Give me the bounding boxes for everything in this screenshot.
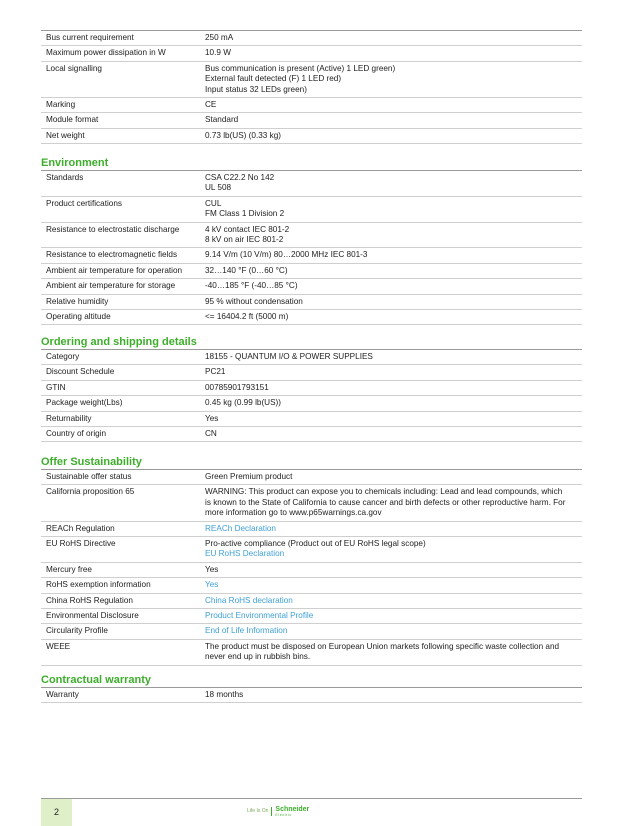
spec-row: [41, 688, 582, 703]
spec-label: WEEE: [41, 639, 201, 665]
spec-value-line: 0.73 lb(US) (0.33 kg): [205, 130, 281, 140]
spec-label: Local signalling: [41, 61, 201, 97]
spec-value-line: CN: [205, 429, 217, 439]
warranty-section: [41, 674, 582, 703]
warranty-spec-table: [41, 687, 582, 703]
spec-value-line: CSA C22.2 No 142: [205, 173, 275, 182]
spec-value: [201, 537, 582, 563]
spec-row: [41, 427, 582, 442]
spec-value-line: 8 kV on air IEC 801-2: [205, 235, 284, 245]
spec-row: [41, 113, 582, 128]
spec-row: [41, 578, 582, 593]
spec-value-line: Bus communication is present (Active) 1 LED green): [205, 63, 396, 73]
spec-value-line: Yes: [205, 413, 219, 423]
spec-label: Resistance to electromagnetic fields: [41, 248, 201, 263]
spec-value: [201, 365, 582, 380]
spec-value: [201, 98, 582, 113]
spec-row: [41, 248, 582, 263]
spec-link[interactable]: End of Life Information: [205, 626, 288, 636]
spec-value: [201, 593, 582, 608]
warranty-heading: Contractual warranty: [41, 674, 152, 686]
spec-value-line: External fault detected (F) 1 LED red): [205, 74, 342, 84]
spec-row: [41, 46, 582, 61]
spec-value: [201, 562, 582, 577]
spec-row: [41, 380, 582, 395]
spec-label: Environmental Disclosure: [41, 609, 201, 624]
spec-value: [201, 196, 582, 222]
spec-value-line: <= 16404.2 ft (5000 m): [205, 312, 289, 322]
spec-label: Marking: [41, 98, 201, 113]
spec-value-line: more information go to www.p65warnings.ca.gov: [205, 508, 382, 518]
spec-row: [41, 98, 582, 113]
spec-label: Warranty: [41, 688, 201, 703]
spec-row: [41, 294, 582, 309]
spec-value-line: 95 % without condensation: [205, 296, 303, 306]
page-number: 2: [53, 807, 59, 817]
spec-value-line: is known to the State of California to cause cancer and birth defects or other reproductive harm. For: [205, 497, 566, 507]
spec-label: Category: [41, 350, 201, 365]
spec-label: China RoHS Regulation: [41, 593, 201, 608]
general-section: [41, 30, 582, 144]
spec-value: [201, 624, 582, 639]
sustainability-section: [41, 456, 582, 666]
spec-value: [201, 248, 582, 263]
spec-row: [41, 196, 582, 222]
spec-value-line: 32…140 °F (0…60 °C): [205, 265, 288, 275]
spec-label: Ambient air temperature for storage: [41, 279, 201, 294]
spec-value-line: 250 mA: [205, 33, 234, 42]
spec-row: [41, 411, 582, 426]
spec-value: [201, 128, 582, 143]
spec-value-line: Standard: [205, 115, 239, 125]
spec-label: Mercury free: [41, 562, 201, 577]
spec-label: Circularity Profile: [41, 624, 201, 639]
spec-label: Standards: [41, 171, 201, 197]
spec-value-line: never end up in rubbish bins.: [205, 652, 311, 662]
spec-label: Maximum power dissipation in W: [41, 46, 201, 61]
spec-value-line: Yes: [205, 564, 219, 574]
environment-heading: Environment: [41, 157, 109, 169]
spec-value-line: WARNING: This product can expose you to chemicals including: Lead and lead compounds, which: [205, 487, 563, 497]
spec-row: [41, 485, 582, 521]
spec-row: [41, 61, 582, 97]
spec-value-line: UL 508: [205, 183, 232, 193]
spec-value: [201, 609, 582, 624]
spec-value: [201, 263, 582, 278]
spec-label: Country of origin: [41, 427, 201, 442]
spec-value: [201, 485, 582, 521]
spec-value: [201, 470, 582, 485]
spec-label: Returnability: [41, 411, 201, 426]
page-number-box: [41, 799, 72, 826]
logo-wordmark: [275, 806, 309, 817]
spec-row: [41, 350, 582, 365]
spec-label: EU RoHS Directive: [41, 537, 201, 563]
spec-label: Sustainable offer status: [41, 470, 201, 485]
spec-label: California proposition 65: [41, 485, 201, 521]
spec-label: Package weight(Lbs): [41, 396, 201, 411]
spec-label: Resistance to electrostatic discharge: [41, 222, 201, 248]
environment-spec-table: [41, 170, 582, 325]
spec-link[interactable]: EU RoHS Declaration: [205, 549, 285, 559]
spec-value: [201, 427, 582, 442]
spec-value: [201, 639, 582, 665]
spec-row: [41, 609, 582, 624]
spec-row: [41, 31, 582, 46]
general-spec-table: [41, 30, 582, 144]
spec-label: Operating altitude: [41, 310, 201, 325]
spec-value-line: -40…185 °F (-40…85 °C): [205, 281, 298, 291]
spec-label: Net weight: [41, 128, 201, 143]
spec-link[interactable]: China RoHS declaration: [205, 595, 293, 605]
spec-value-line: Pro-active compliance (Product out of EU RoHS legal scope): [205, 539, 426, 549]
logo-separator: [271, 807, 272, 816]
spec-label: GTIN: [41, 380, 201, 395]
spec-label: Product certifications: [41, 196, 201, 222]
logo-brand-sub: Electric: [275, 812, 292, 817]
spec-value-line: 10.9 W: [205, 48, 231, 58]
spec-link[interactable]: Yes: [205, 580, 219, 590]
spec-value: [201, 113, 582, 128]
spec-row: [41, 396, 582, 411]
spec-row: [41, 593, 582, 608]
spec-value: [201, 396, 582, 411]
spec-row: [41, 521, 582, 536]
spec-value-line: Input status 32 LEDs green): [205, 84, 307, 94]
spec-value: [201, 521, 582, 536]
spec-label: Relative humidity: [41, 294, 201, 309]
footer-divider: [41, 798, 582, 799]
spec-value: [201, 310, 582, 325]
spec-row: [41, 128, 582, 143]
spec-value: [201, 31, 582, 46]
spec-row: [41, 562, 582, 577]
spec-value-line: PC21: [205, 367, 226, 377]
ordering-heading: Ordering and shipping details: [41, 336, 197, 348]
spec-value-line: The product must be disposed on European Union markets following specific waste collection and: [205, 641, 560, 651]
spec-value-line: 0.45 kg (0.99 lb(US)): [205, 398, 281, 408]
spec-row: [41, 171, 582, 197]
spec-label: REACh Regulation: [41, 521, 201, 536]
spec-value-line: 4 kV contact IEC 801-2: [205, 224, 290, 234]
spec-value: [201, 61, 582, 97]
spec-label: Bus current requirement: [41, 31, 201, 46]
spec-row: [41, 263, 582, 278]
spec-row: [41, 470, 582, 485]
logo-tagline: Life Is On: [247, 808, 269, 814]
environment-section: [41, 157, 582, 325]
sustainability-spec-table: [41, 469, 582, 666]
spec-row: [41, 279, 582, 294]
spec-label: Module format: [41, 113, 201, 128]
spec-value-line: 9.14 V/m (10 V/m) 80…2000 MHz IEC 801-3: [205, 250, 368, 260]
spec-row: [41, 639, 582, 665]
spec-label: Ambient air temperature for operation: [41, 263, 201, 278]
spec-value-line: 18155 - QUANTUM I/O & POWER SUPPLIES: [205, 352, 373, 361]
spec-link[interactable]: Product Environmental Profile: [205, 611, 314, 621]
spec-value: [201, 578, 582, 593]
sustainability-heading: Offer Sustainability: [41, 456, 142, 468]
spec-value: [201, 171, 582, 197]
spec-value-line: 00785901793151: [205, 382, 269, 392]
spec-value: [201, 294, 582, 309]
spec-value: [201, 222, 582, 248]
ordering-section: [41, 336, 582, 442]
spec-value-line: Green Premium product: [205, 472, 293, 481]
schneider-logo: [247, 805, 309, 817]
spec-link[interactable]: REACh Declaration: [205, 523, 276, 533]
spec-value: [201, 688, 582, 703]
spec-label: Discount Schedule: [41, 365, 201, 380]
spec-value-line: 18 months: [205, 690, 244, 699]
spec-value-line: CUL: [205, 198, 222, 208]
spec-row: [41, 537, 582, 563]
spec-value: [201, 46, 582, 61]
spec-label: RoHS exemption information: [41, 578, 201, 593]
spec-row: [41, 624, 582, 639]
spec-row: [41, 310, 582, 325]
spec-value: [201, 350, 582, 365]
spec-value: [201, 279, 582, 294]
spec-row: [41, 365, 582, 380]
spec-value: [201, 380, 582, 395]
spec-value-line: FM Class 1 Division 2: [205, 209, 285, 219]
spec-value: [201, 411, 582, 426]
logo-brand: Schneider: [275, 805, 310, 813]
spec-value-line: CE: [205, 100, 217, 110]
spec-row: [41, 222, 582, 248]
ordering-spec-table: [41, 349, 582, 442]
